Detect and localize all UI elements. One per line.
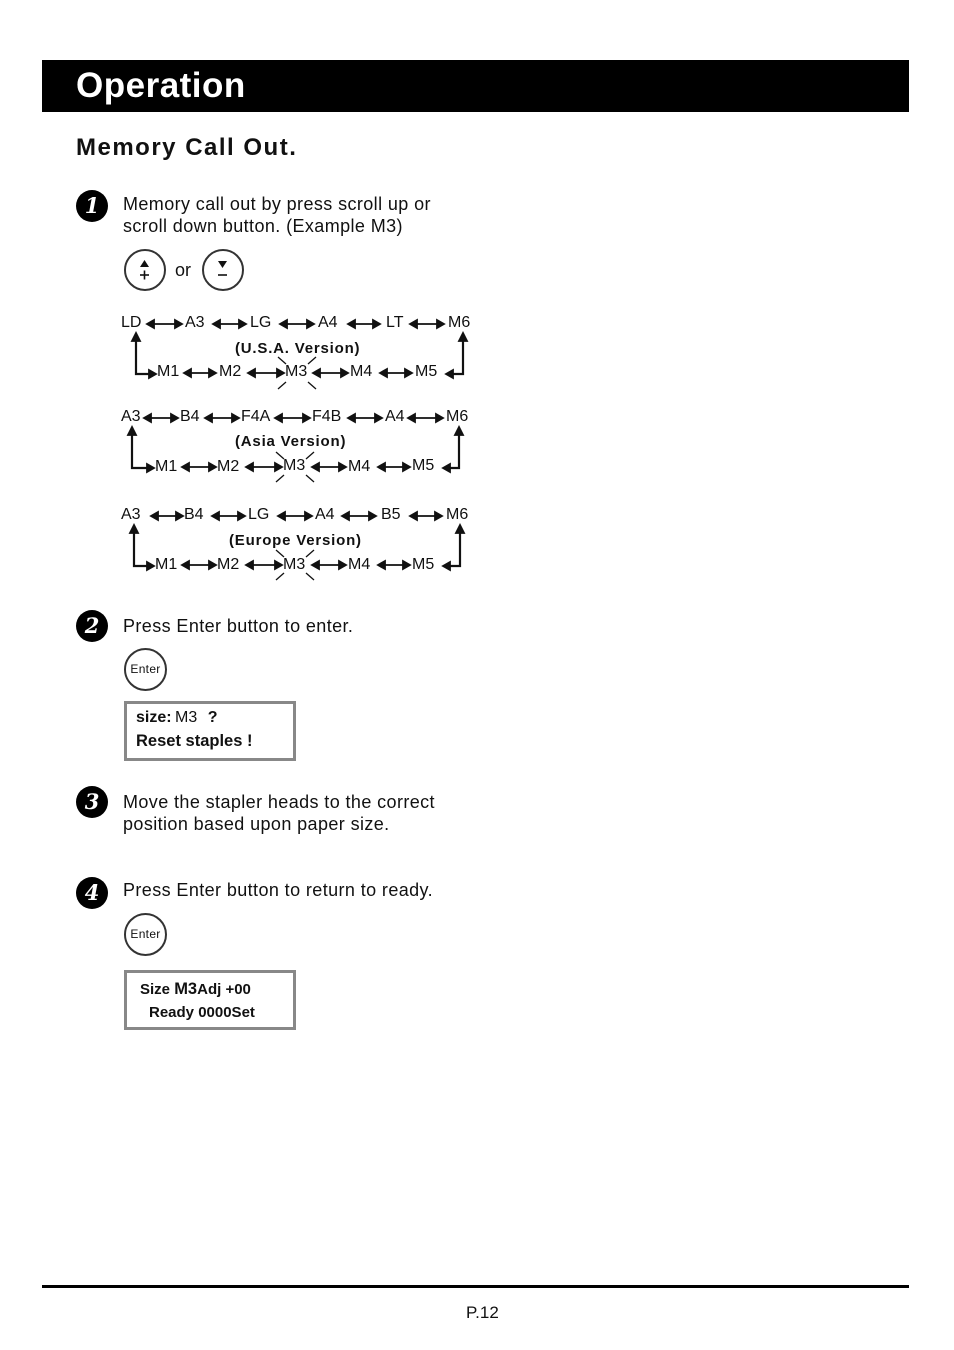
scroll-up-button[interactable] (124, 249, 166, 291)
step-2-badge: 2 (76, 610, 108, 642)
scroll-down-minus-icon (204, 251, 241, 288)
diagram-asia-top-5: A4 (385, 408, 405, 425)
step-1-badge: 1 (76, 190, 108, 222)
scroll-down-button[interactable] (202, 249, 244, 291)
lcd1-question: ? (207, 709, 218, 726)
diagram-asia-bottom-5: M5 (412, 457, 435, 474)
diagram-usa-top-6: M6 (448, 314, 471, 331)
diagram-europe-bottom-4: M4 (348, 556, 371, 573)
lcd1-size-value: M3 (175, 709, 198, 726)
step-4-line1: Press Enter button to return to ready. (123, 880, 434, 900)
lcd1-prefix: size: (136, 709, 172, 726)
page-number: P.12 (466, 1303, 499, 1322)
page-title: Operation (76, 66, 246, 105)
enter-button[interactable]: Enter (124, 648, 167, 691)
diagram-europe-bottom-3: M3 (283, 556, 306, 573)
diagram-asia-bottom-3: M3 (283, 457, 306, 474)
diagram-europe-bottom-5: M5 (412, 556, 435, 573)
diagram-usa-version: (U.S.A. Version) (235, 340, 361, 357)
diagram-usa-bottom-1: M1 (157, 363, 180, 380)
diagram-usa-top-1: LD (121, 314, 142, 331)
diagram-usa (110, 312, 490, 392)
step-1-text (123, 194, 431, 237)
step-3-text (123, 792, 435, 835)
or-text: or (175, 260, 192, 280)
diagram-asia-bottom-2: M2 (217, 458, 240, 475)
diagram-usa-top-5: LT (386, 314, 404, 331)
diagram-asia-bottom-4: M4 (348, 458, 371, 475)
diagram-europe-top-3: LG (248, 506, 270, 523)
diagram-asia-top-3: F4A (241, 408, 271, 425)
lcd2-line1 (140, 980, 251, 999)
diagram-europe-top-2: B4 (184, 506, 204, 523)
diagram-europe-top-5: B5 (381, 506, 401, 523)
step-2-text (123, 616, 353, 638)
lcd2-prefix: Size (140, 981, 171, 998)
diagram-europe-top-1: A3 (121, 506, 141, 523)
step-3-badge: 3 (76, 786, 108, 818)
diagram-usa-bottom-2: M2 (219, 363, 242, 380)
lcd2-line2: Ready 0000Set (149, 1004, 255, 1021)
diagram-europe-top-6: M6 (446, 506, 469, 523)
header-bar (42, 60, 909, 112)
diagram-asia-top-6: M6 (446, 408, 469, 425)
diagram-usa-bottom-3: M3 (285, 363, 308, 380)
diagram-usa-top-3: LG (250, 314, 272, 331)
section-title: Memory Call Out. (76, 134, 298, 161)
step-4-badge: 4 (76, 877, 108, 909)
diagram-asia-version: (Asia Version) (235, 433, 347, 450)
diagram-europe-bottom-1: M1 (155, 556, 178, 573)
diagram-usa-top-2: A3 (185, 314, 205, 331)
diagram-asia-bottom-1: M1 (155, 458, 178, 475)
diagram-usa-top-4: A4 (318, 314, 338, 331)
step-2-line1: Press Enter button to enter. (123, 616, 354, 636)
footer-divider (42, 1285, 909, 1288)
step-3-line1: Move the stapler heads to the correct (123, 792, 435, 812)
diagram-europe (110, 504, 490, 584)
lcd2-adj: Adj +00 (197, 981, 251, 998)
diagram-usa-bottom-5: M5 (415, 363, 438, 380)
lcd-display-enter (124, 701, 296, 761)
step-1-line2: scroll down button. (Example M3) (123, 215, 403, 236)
diagram-usa-bottom-4: M4 (350, 363, 373, 380)
lcd-display-ready (124, 970, 296, 1030)
scroll-up-plus-icon (126, 251, 163, 288)
diagram-asia-top-2: B4 (180, 408, 200, 425)
diagram-asia (110, 406, 490, 486)
diagram-europe-version: (Europe Version) (229, 532, 362, 549)
diagram-europe-bottom-2: M2 (217, 556, 240, 573)
step-1-line1: Memory call out by press scroll up or (123, 194, 431, 214)
lcd1-line1 (136, 709, 218, 727)
diagram-asia-top-1: A3 (121, 408, 141, 425)
enter-button-return[interactable]: Enter (124, 913, 167, 956)
step-3-line2: position based upon paper size. (123, 813, 390, 834)
step-4-text (123, 880, 433, 902)
lcd1-line2: Reset staples ! (136, 732, 253, 750)
lcd2-size-value: M3 (174, 980, 198, 998)
diagram-europe-top-4: A4 (315, 506, 335, 523)
diagram-asia-top-4: F4B (312, 408, 342, 425)
